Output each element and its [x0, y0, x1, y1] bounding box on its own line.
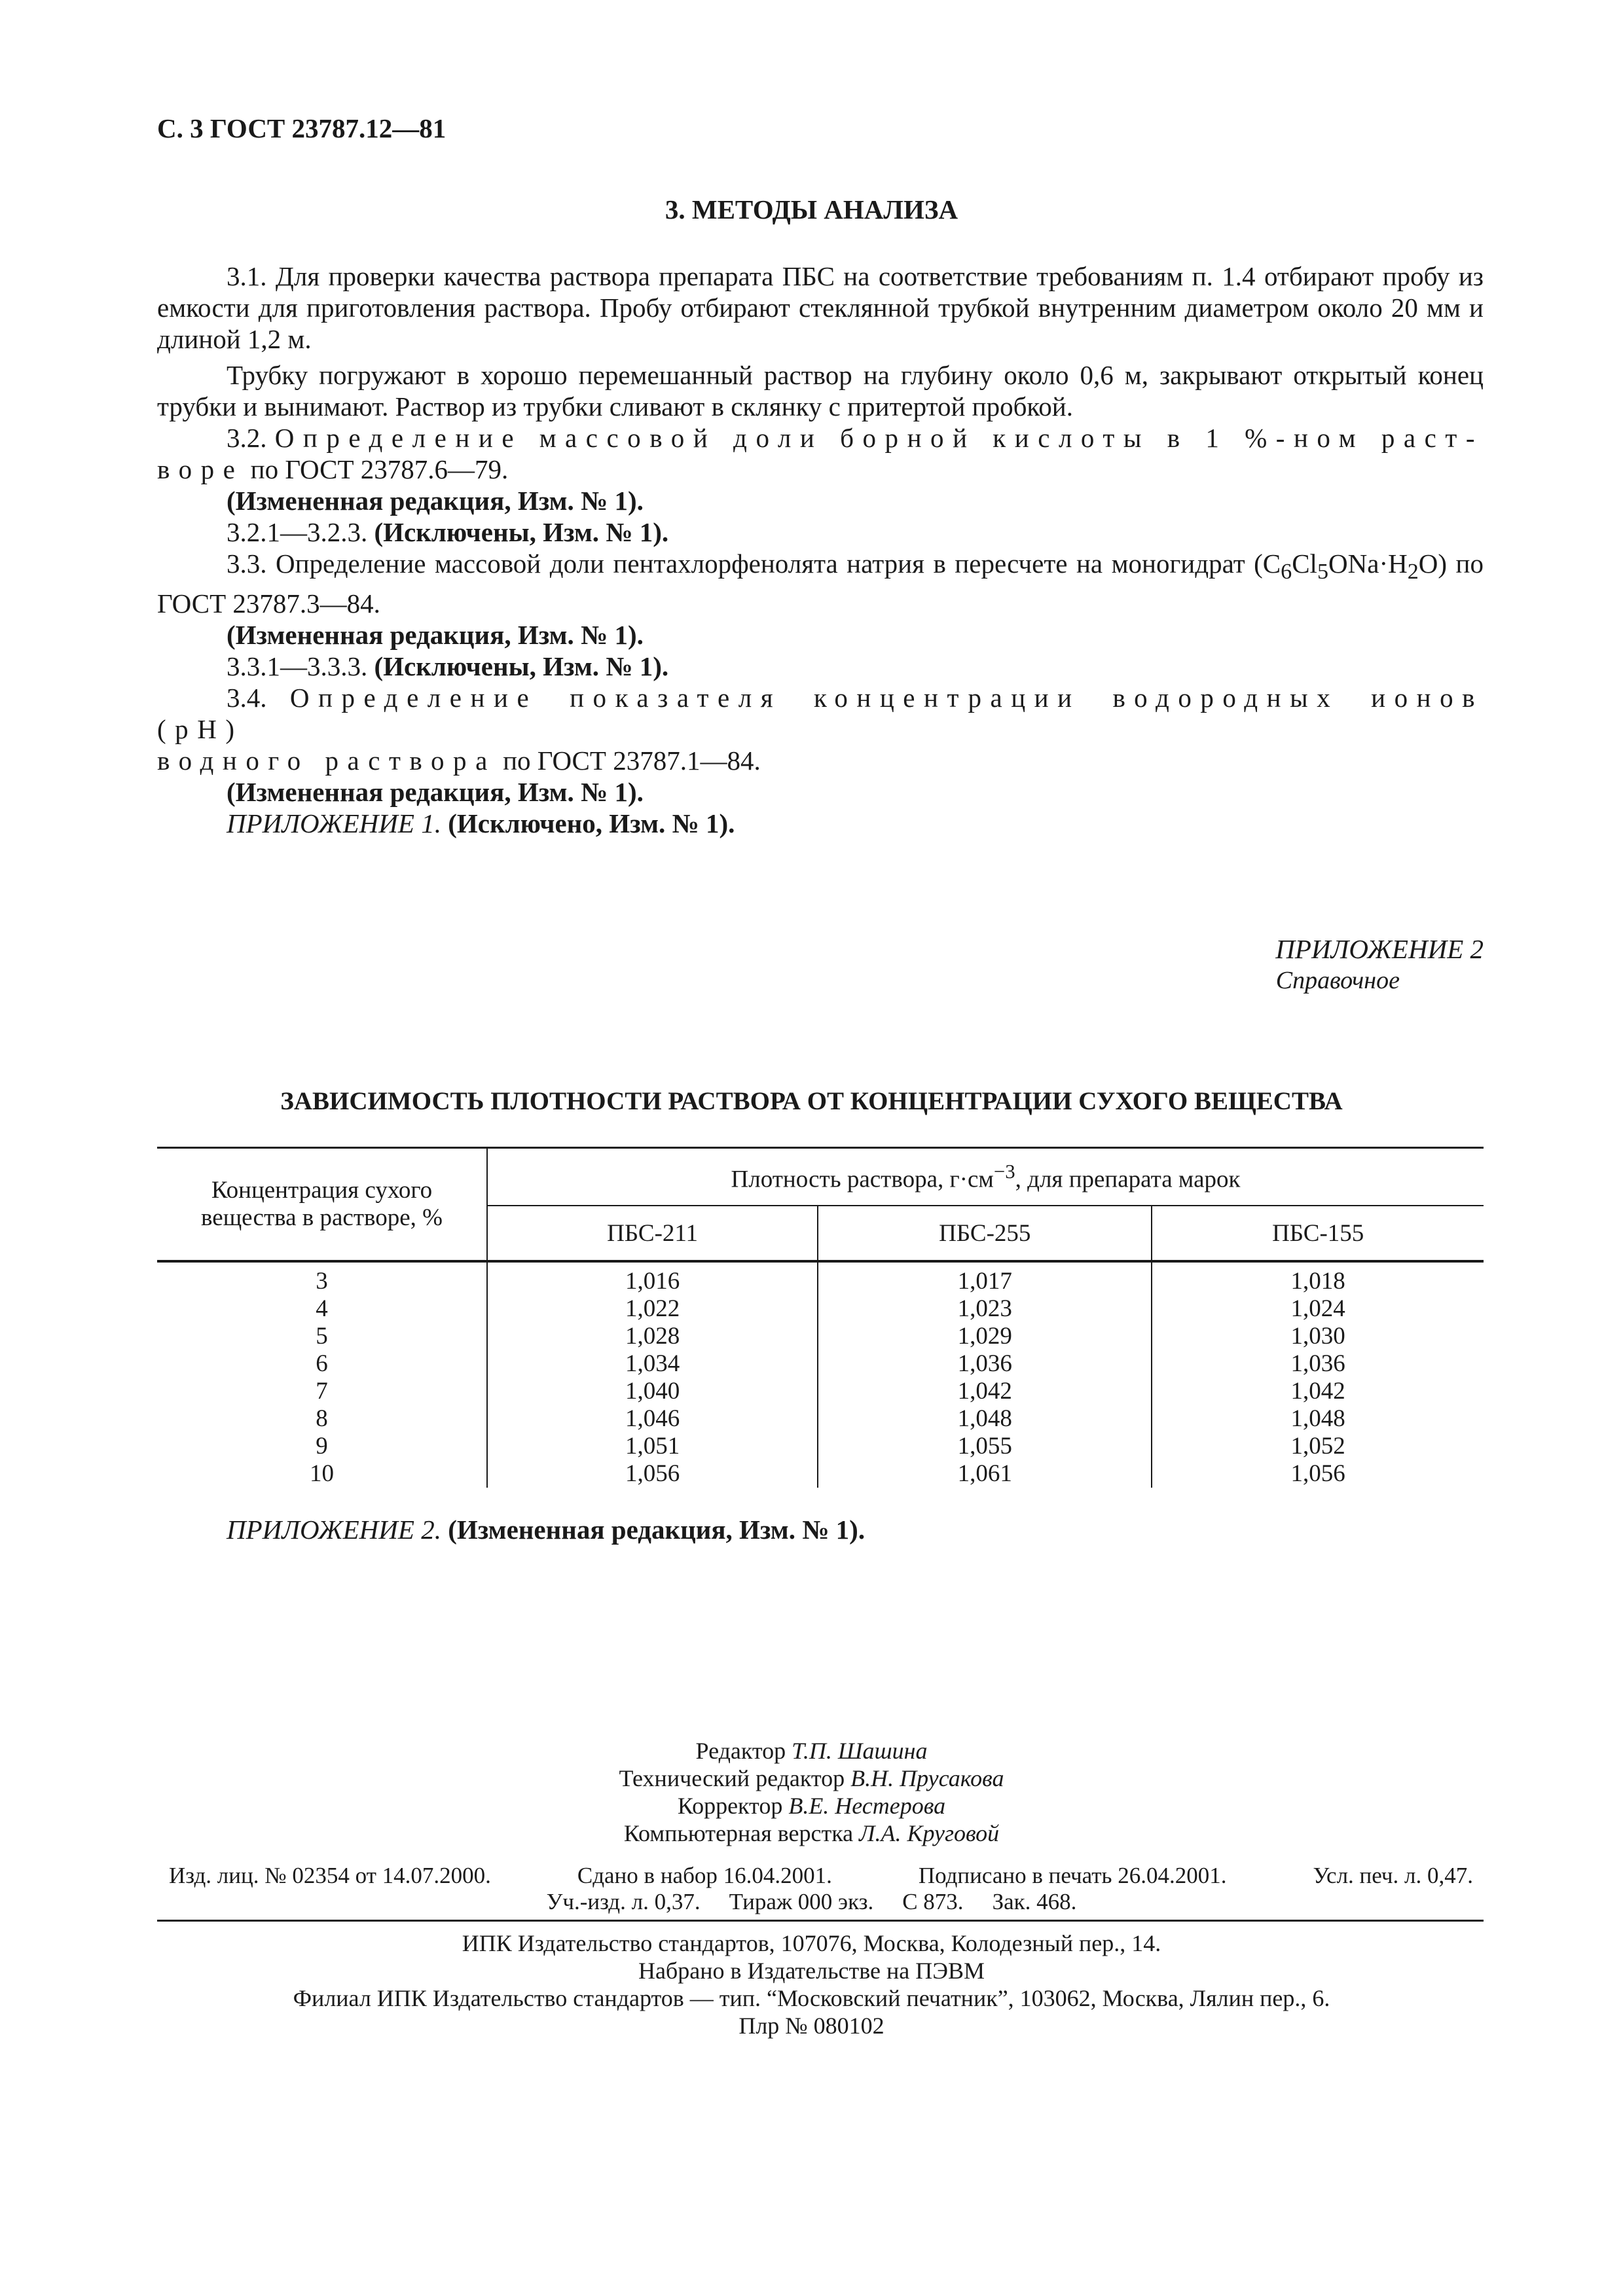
paragraph-3-2-end — [157, 454, 1484, 485]
page-header: С. 3 ГОСТ 23787.12—81 — [157, 113, 447, 143]
paragraph-3-3-reference: по ГОСТ 23787.3—84. — [157, 548, 1484, 619]
credit-proofreader-label: Корректор — [677, 1793, 783, 1819]
imprint-code: С 873. — [902, 1889, 964, 1914]
paragraph-3-3-text: 3.3. Определение массовой доли пентахлорфенолята натрия в пересчете на моногидрат — [227, 548, 1245, 579]
imprint-divider — [157, 1920, 1484, 1922]
table-header-density-text: Плотность раствора, г·см — [731, 1166, 994, 1193]
chemical-formula — [1254, 548, 1448, 584]
paragraph-3-2-1-number: 3.2.1—3.2.3. — [227, 517, 368, 547]
formula-cl: Cl — [1292, 548, 1317, 579]
paragraph-3-3 — [157, 548, 1484, 619]
table-title: ЗАВИСИМОСТЬ ПЛОТНОСТИ РАСТВОРА ОТ КОНЦЕНТРАЦИИ СУХОГО ВЕЩЕСТВА — [280, 1087, 1343, 1115]
table-header-density-exponent: −3 — [993, 1160, 1015, 1183]
paragraph-3-2-reference: по ГОСТ 23787.6—79. — [250, 454, 509, 484]
formula-c-sub: 6 — [1281, 560, 1292, 584]
table-cell-density: 1,051 — [487, 1433, 818, 1460]
table-header-brand: ПБС-255 — [818, 1206, 1152, 1261]
table-cell-concentration: 8 — [157, 1405, 487, 1433]
table-cell-density: 1,052 — [1290, 1433, 1345, 1460]
table-cell-density: 1,061 — [818, 1460, 1152, 1488]
formula-c: (C — [1254, 548, 1281, 579]
table-cell-density: 1,029 — [818, 1323, 1152, 1350]
table-row — [157, 1460, 1484, 1488]
imprint-print-sheets: Усл. печ. л. 0,47. — [1313, 1863, 1473, 1888]
paragraph-3-1: 3.1. Для проверки качества раствора препарата ПБС на соответствие требованиям п. 1.4 отбирают пробу из емкости для приготовления раствора. Пробу отбирают стеклянной трубкой внутренним диаметром около 20 мм и длиной 1,2 м. — [157, 261, 1484, 354]
credit-proofreader-name: В.Е. Нестерова — [788, 1793, 946, 1819]
table-cell-density: 1,042 — [1290, 1378, 1345, 1405]
paragraph-3-4 — [157, 682, 1484, 745]
paragraph-3-4-end — [157, 745, 1484, 776]
table-row — [157, 1295, 1484, 1323]
section-title: 3. МЕТОДЫ АНАЛИЗА — [665, 194, 958, 224]
table-header-concentration-line2: вещества в растворе, % — [201, 1204, 443, 1231]
table-cell-concentration: 5 — [157, 1323, 487, 1350]
table-header-concentration — [157, 1148, 487, 1262]
table-cell-density: 1,056 — [487, 1460, 818, 1488]
credit-layout-label: Компьютерная верстка — [623, 1820, 854, 1846]
publisher-line: Плр № 080102 — [739, 2013, 884, 2039]
imprint-circulation: Тираж 000 экз. — [729, 1889, 874, 1914]
table-cell-density: 1,046 — [487, 1405, 818, 1433]
paragraph-3-4-spaced-end: водного раствора — [157, 745, 496, 776]
formula-o: O) — [1418, 548, 1448, 579]
paragraph-3-4-spaced-text: Определение показателя концентрации водородных ионов (pH) — [157, 683, 1484, 745]
table-cell-density: 1,056 — [1290, 1460, 1345, 1487]
table-cell-concentration: 10 — [157, 1460, 487, 1488]
publisher-line: Филиал ИПК Издательство стандартов — тип. “Московский печатник”, 103062, Москва, Лялин пер., 6. — [293, 1985, 1330, 2011]
credit-layout — [0, 1820, 1623, 1847]
table-cell-concentration: 4 — [157, 1295, 487, 1323]
table-cell-density: 1,040 — [487, 1378, 818, 1405]
paragraph-3-1-continued: Трубку погружают в хорошо перемешанный раствор на глубину около 0,6 м, закрывают открытый конец трубки и вынимают. Раствор из трубки сливают в склянку с притертой пробкой. — [157, 360, 1484, 422]
table-cell-density: 1,022 — [487, 1295, 818, 1323]
appendix-1-label: ПРИЛОЖЕНИЕ 1. — [227, 808, 441, 838]
paragraph-3-2-spaced-end: воре — [157, 454, 244, 484]
table-row — [157, 1323, 1484, 1350]
table-cell-density: 1,023 — [818, 1295, 1152, 1323]
paragraph-3-2-1-excluded: (Исключены, Изм. № 1). — [374, 517, 669, 547]
table-header-concentration-line1: Концентрация сухого — [211, 1177, 433, 1204]
table-cell-density: 1,028 — [487, 1323, 818, 1350]
publisher-info — [0, 1929, 1623, 2039]
paragraph-3-2 — [157, 422, 1484, 454]
credits — [0, 1737, 1623, 1847]
table-cell-density: 1,048 — [1290, 1405, 1345, 1432]
appendix-2-label: ПРИЛОЖЕНИЕ 2 — [1275, 934, 1484, 964]
publisher-line: Набрано в Издательстве на ПЭВМ — [638, 1958, 985, 1984]
density-table — [157, 1147, 1484, 1488]
table-row — [157, 1378, 1484, 1405]
table-cell-density: 1,018 — [1290, 1268, 1345, 1295]
imprint-typeset: Сдано в набор 16.04.2001. — [577, 1863, 832, 1888]
table-cell-concentration: 6 — [157, 1350, 487, 1378]
table-row — [157, 1261, 1484, 1295]
table-header-density-suffix: , для препарата марок — [1015, 1166, 1241, 1193]
table-cell-density: 1,024 — [1290, 1295, 1345, 1322]
imprint-edit-sheets: Уч.-изд. л. 0,37. — [546, 1889, 701, 1914]
appendix-1-note — [227, 808, 735, 839]
credit-editor-label: Редактор — [695, 1738, 786, 1764]
formula-cl-sub: 5 — [1317, 560, 1329, 584]
formula-ona-h: ONa·H — [1328, 548, 1408, 579]
credit-tech-editor — [0, 1765, 1623, 1792]
table-cell-concentration: 7 — [157, 1378, 487, 1405]
table-header-brand: ПБС-211 — [487, 1206, 818, 1261]
amendment-note-3-4: (Измененная редакция, Изм. № 1). — [227, 777, 644, 808]
publisher-line: ИПК Издательство стандартов, 107076, Москва, Колодезный пер., 14. — [462, 1930, 1161, 1956]
paragraph-3-3-1 — [157, 651, 1484, 682]
paragraph-3-2-number: 3.2. — [227, 423, 267, 453]
paragraph-3-2-1 — [157, 516, 1484, 548]
appendix-2-heading — [1275, 933, 1484, 996]
table-header-brand: ПБС-155 — [1152, 1206, 1484, 1261]
table-cell-density: 1,034 — [487, 1350, 818, 1378]
table-cell-concentration: 9 — [157, 1433, 487, 1460]
table-cell-density: 1,030 — [1290, 1323, 1345, 1350]
paragraph-3-3-1-excluded: (Исключены, Изм. № 1). — [374, 651, 669, 682]
table-cell-concentration: 3 — [157, 1261, 487, 1295]
appendix-2-note — [227, 1514, 865, 1545]
credit-editor — [0, 1737, 1623, 1765]
paragraph-3-4-number: 3.4. — [227, 683, 267, 713]
table-row — [157, 1350, 1484, 1378]
paragraph-3-2-spaced-text: Определение массовой доли борной кислоты в 1 %-ном раст- — [274, 423, 1484, 453]
credit-editor-name: Т.П. Шашина — [792, 1738, 928, 1764]
imprint-row-2 — [0, 1889, 1623, 1915]
table-cell-density: 1,055 — [818, 1433, 1152, 1460]
table-row — [157, 1405, 1484, 1433]
amendment-note-3-2: (Измененная редакция, Изм. № 1). — [227, 486, 644, 516]
table-cell-density: 1,042 — [818, 1378, 1152, 1405]
table-cell-density: 1,048 — [818, 1405, 1152, 1433]
table-cell-density: 1,017 — [818, 1261, 1152, 1295]
table-cell-density: 1,016 — [487, 1261, 818, 1295]
appendix-2-note-status: (Измененная редакция, Изм. № 1). — [448, 1515, 866, 1545]
credit-tech-editor-label: Технический редактор — [619, 1765, 845, 1791]
formula-h-sub: 2 — [1407, 560, 1419, 584]
credit-tech-editor-name: В.Н. Прусакова — [850, 1765, 1004, 1791]
table-row — [157, 1433, 1484, 1460]
paragraph-3-3-1-number: 3.3.1—3.3.3. — [227, 651, 368, 682]
amendment-note-3-3: (Измененная редакция, Изм. № 1). — [227, 620, 644, 651]
credit-proofreader — [0, 1792, 1623, 1820]
table-header-density — [487, 1148, 1484, 1206]
imprint-row-1 — [157, 1863, 1484, 1889]
imprint-order: Зак. 468. — [992, 1889, 1077, 1914]
methods-body — [157, 260, 1484, 808]
appendix-1-status: (Исключено, Изм. № 1). — [448, 808, 735, 838]
table-cell-density: 1,036 — [818, 1350, 1152, 1378]
table-cell-density: 1,036 — [1290, 1350, 1345, 1377]
imprint-signed: Подписано в печать 26.04.2001. — [918, 1863, 1227, 1888]
appendix-2-sublabel: Справочное — [1275, 967, 1400, 994]
paragraph-3-4-reference: по ГОСТ 23787.1—84. — [503, 745, 761, 776]
credit-layout-name: Л.А. Круговой — [859, 1820, 1000, 1846]
appendix-2-note-label: ПРИЛОЖЕНИЕ 2. — [227, 1515, 441, 1545]
imprint-license: Изд. лиц. № 02354 от 14.07.2000. — [169, 1863, 491, 1888]
